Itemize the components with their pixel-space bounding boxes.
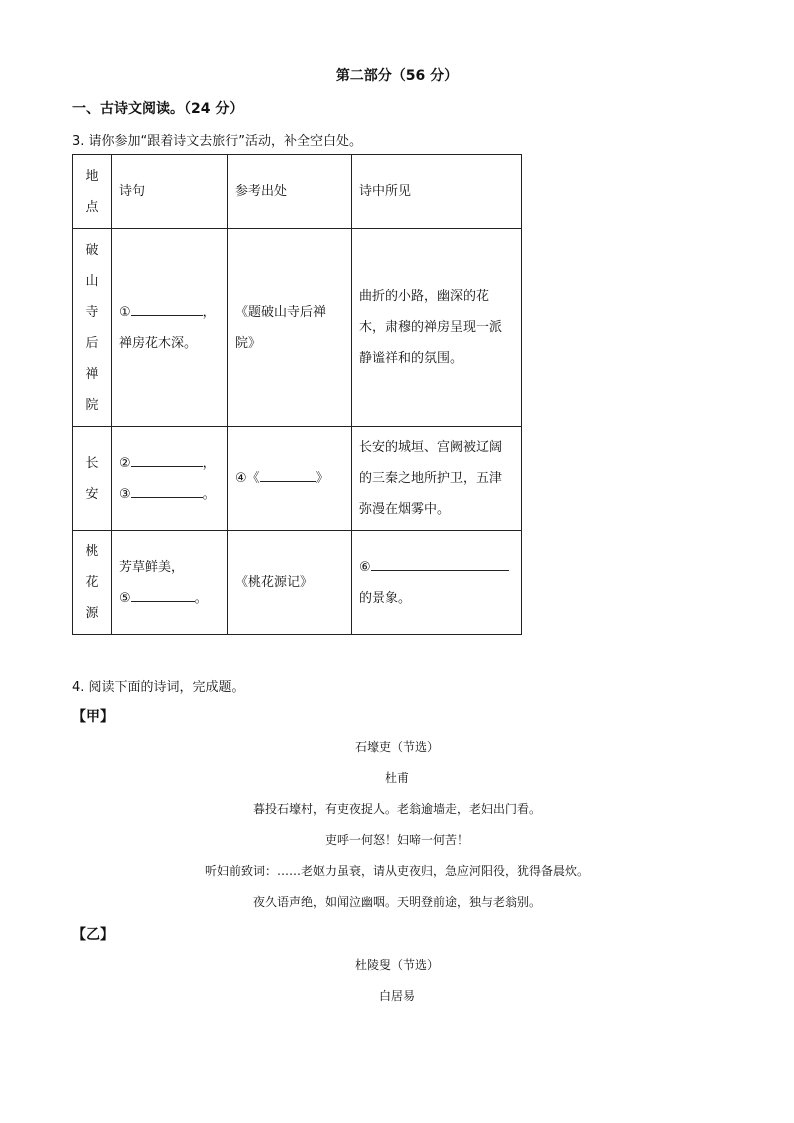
question-3-prompt: 3. 请你参加“跟着诗文去旅行”活动，补全空白处。 [72,134,363,149]
poem-a-line: 暮投石壕村，有吏夜捉人。老翁逾墙走，老妇出门看。 [252,802,541,816]
poem-a-title: 石壕吏（节选） [354,740,439,754]
seen-cell: 曲折的小路，幽深的花 木，肃穆的禅房呈现一派 静谧祥和的氛围。 [352,229,522,427]
header-verse: 诗句 [112,155,228,229]
table-header-row [73,155,522,229]
table-row [73,229,522,427]
answer-blank-3[interactable] [131,483,203,498]
table-row [73,427,522,531]
section-title: 一、古诗文阅读。（24 分） [72,101,244,117]
answer-blank-6[interactable] [371,556,509,571]
seen-cell: ⑥ 的景象。 [352,531,522,635]
answer-blank-4[interactable] [260,467,316,482]
source-cell: ④《 》 [228,427,352,531]
travel-table [72,154,522,635]
answer-blank-1[interactable] [131,301,203,316]
seen-cell: 长安的城垣、宫阙被辽阔 的三秦之地所护卫，五津 弥漫在烟雾中。 [352,427,522,531]
table-row [73,531,522,635]
poem-a-tag: 【甲】 [72,709,114,725]
question-4-prompt: 4. 阅读下面的诗词，完成题。 [72,680,245,695]
verse-cell: 芳草鲜美， ⑤ 。 [112,531,228,635]
poem-a-line: 听妇前致词：……老妪力虽衰，请从吏夜归，急应河阳役，犹得备晨炊。 [204,864,589,878]
source-cell: 《题破山寺后禅 院》 [228,229,352,427]
place-cell: 破 山 寺 后 禅 院 [73,229,112,427]
header-source: 参考出处 [228,155,352,229]
poem-b-tag: 【乙】 [72,927,114,943]
place-cell: 长 安 [73,427,112,531]
header-seen: 诗中所见 [352,155,522,229]
header-place: 地 点 [73,155,112,229]
poem-b-title: 杜陵叟（节选） [354,958,439,972]
source-cell: 《桃花源记》 [228,531,352,635]
answer-blank-5[interactable] [131,587,195,602]
poem-a-line: 吏呼一何怒！妇啼一何苦！ [324,833,469,847]
poem-a-author: 杜甫 [384,771,409,785]
place-cell: 桃 花 源 [73,531,112,635]
poem-b-author: 白居易 [378,989,415,1003]
part-title: 第二部分（56 分） [335,68,459,84]
poem-a-line: 夜久语声绝，如闻泣幽咽。天明登前途，独与老翁别。 [252,895,541,909]
answer-blank-2[interactable] [131,452,203,467]
verse-cell: ② ， ③ 。 [112,427,228,531]
verse-cell: ① ， 禅房花木深。 [112,229,228,427]
